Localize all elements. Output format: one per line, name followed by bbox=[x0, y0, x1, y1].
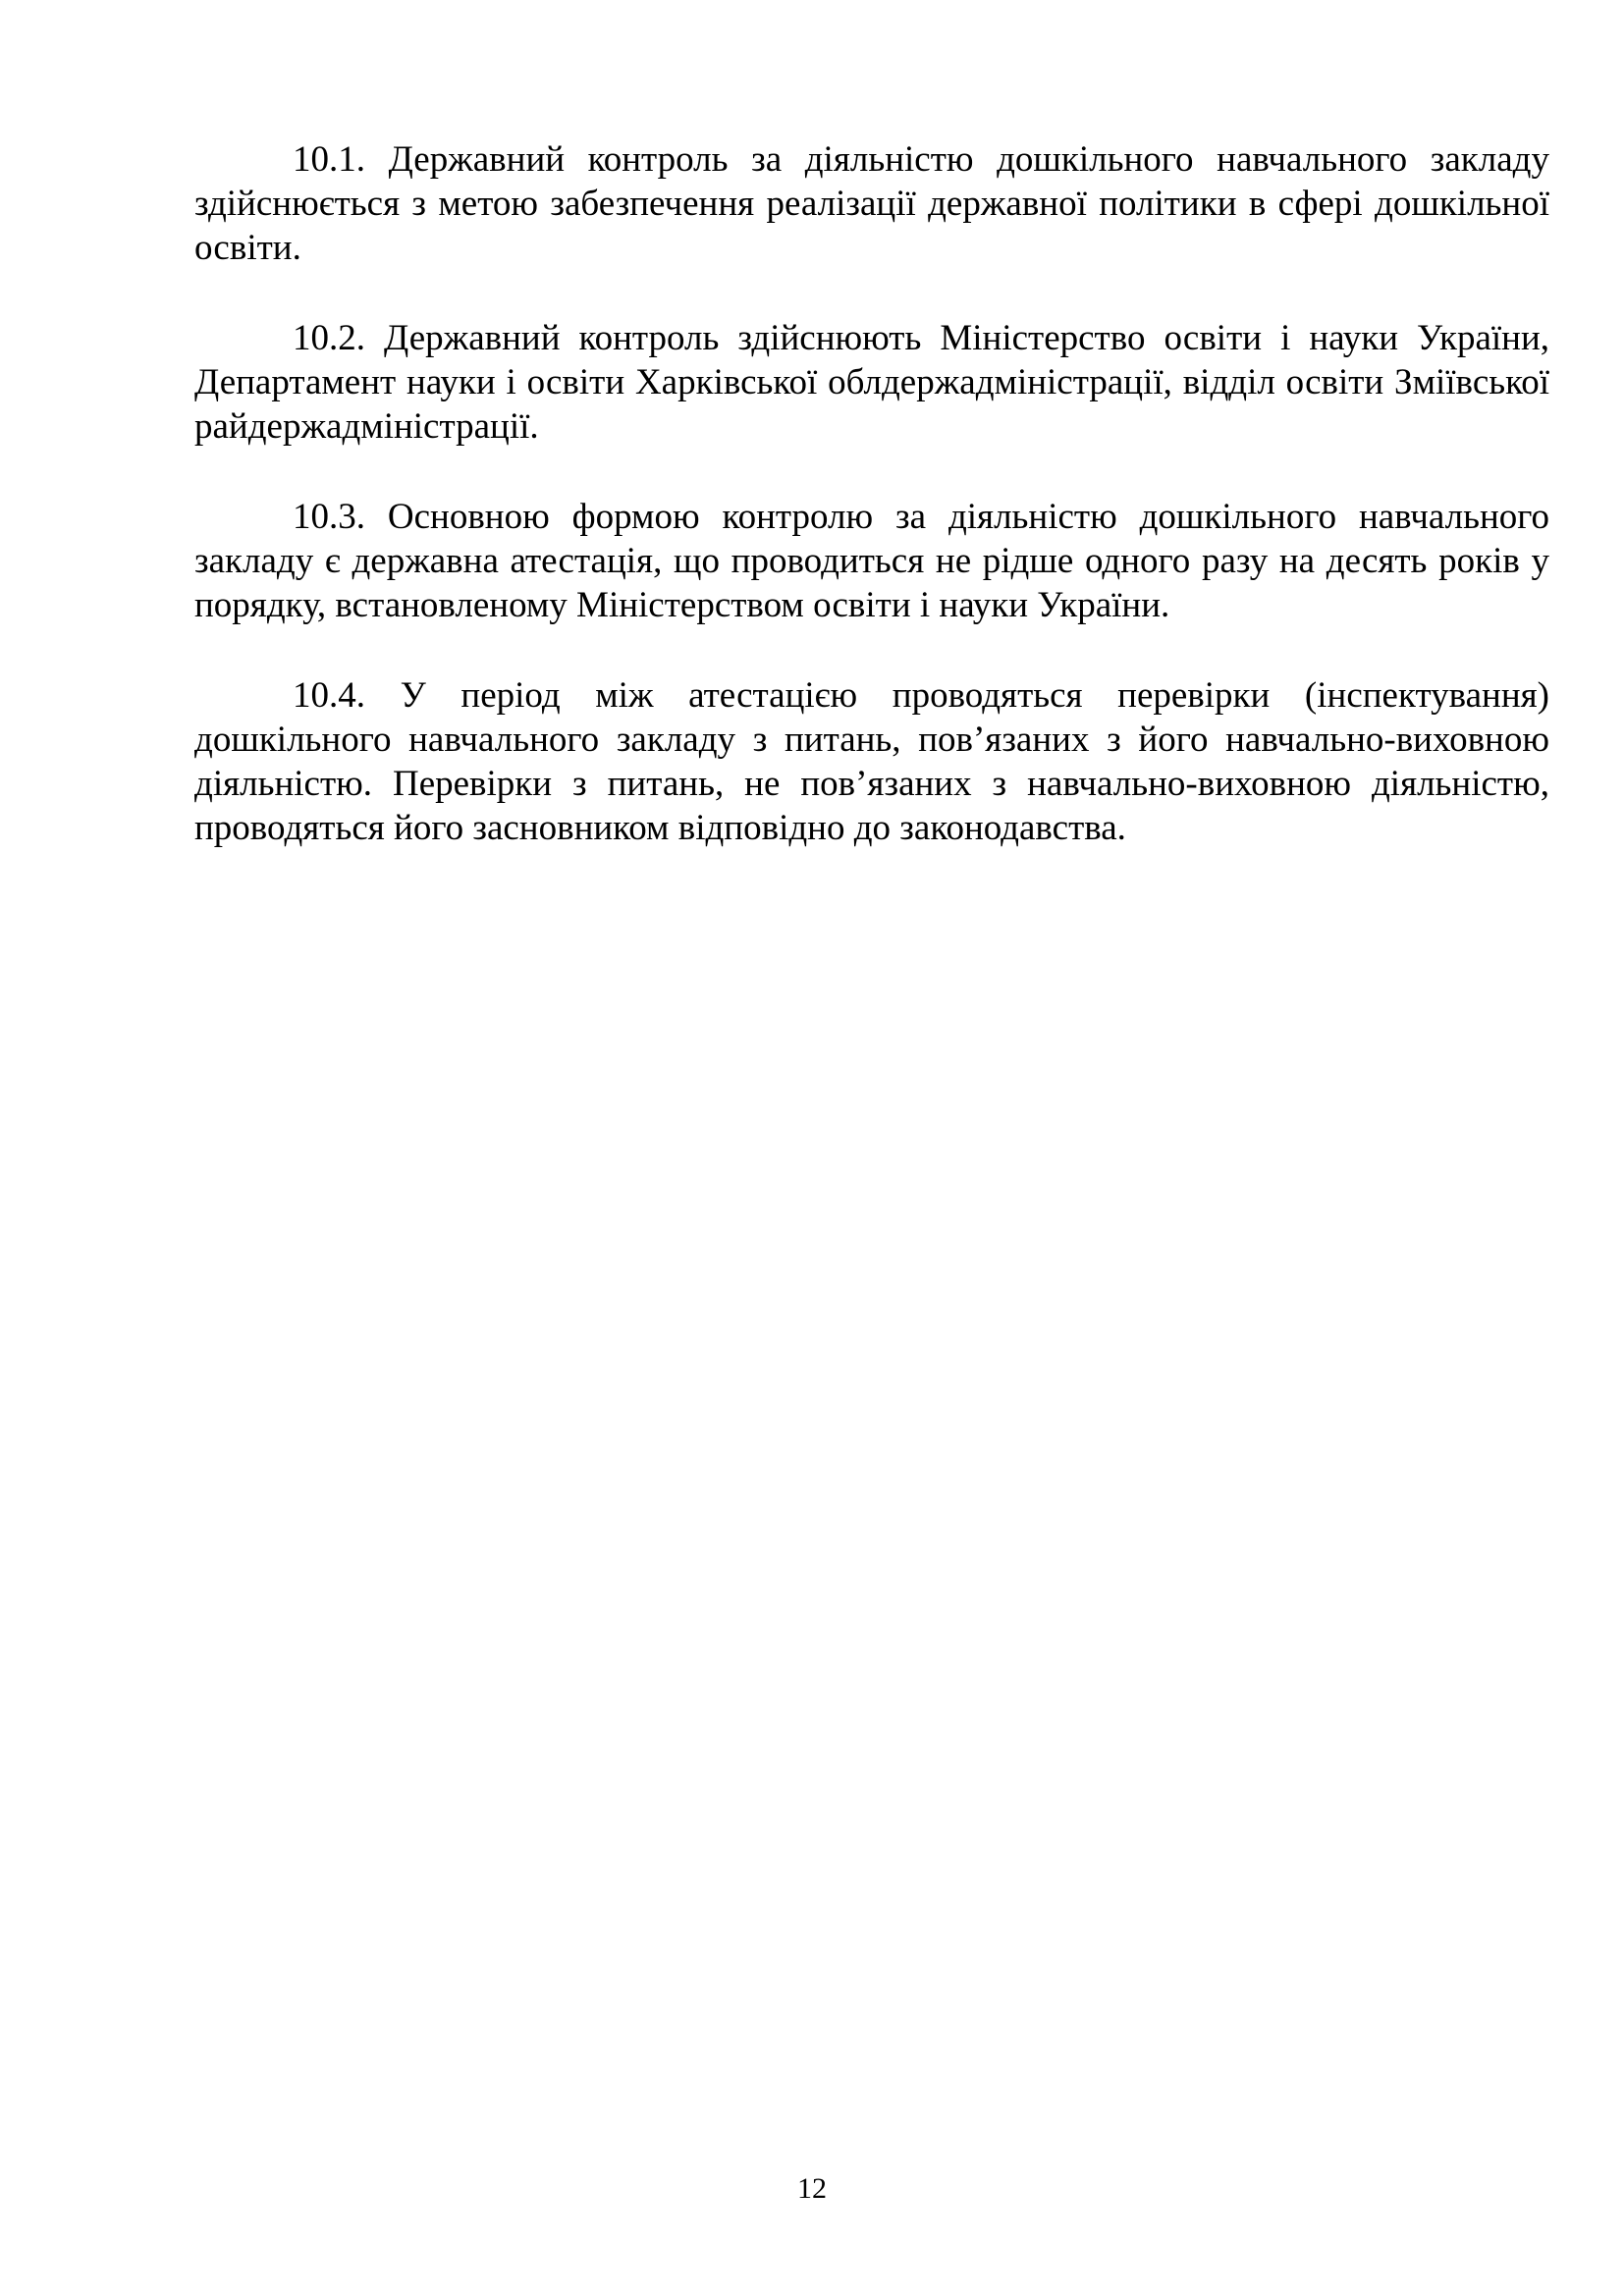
paragraph-10-3: 10.3. Основною формою контролю за діяльністю дошкільного навчального закладу є державна атестація, що проводиться не рідше одного разу на десять років у порядку, встановленому Міністерством освіти і науки України. bbox=[194, 497, 1549, 625]
document-body bbox=[194, 137, 1549, 896]
paragraph-10-2: 10.2. Державний контроль здійснюють Міністерство освіти і науки України, Департамент науки і освіти Харківської облдержадміністрації, відділ освіти Зміївської райдержадміністрації. bbox=[194, 318, 1549, 447]
page-number: 12 bbox=[797, 2172, 827, 2205]
paragraph-10-4: 10.4. У період між атестацією проводяться перевірки (інспектування) дошкільного навчального закладу з питань, пов’язаних з його навчально-виховною діяльністю. Перевірки з питань, не пов’язаних з навчально-виховною діяльністю, проводяться його засновником відповідно до законодавства. bbox=[194, 675, 1549, 848]
paragraph-10-1: 10.1. Державний контроль за діяльністю дошкільного навчального закладу здійснюється з метою забезпечення реалізації державної політики в сфері дошкільної освіти. bbox=[194, 139, 1549, 268]
